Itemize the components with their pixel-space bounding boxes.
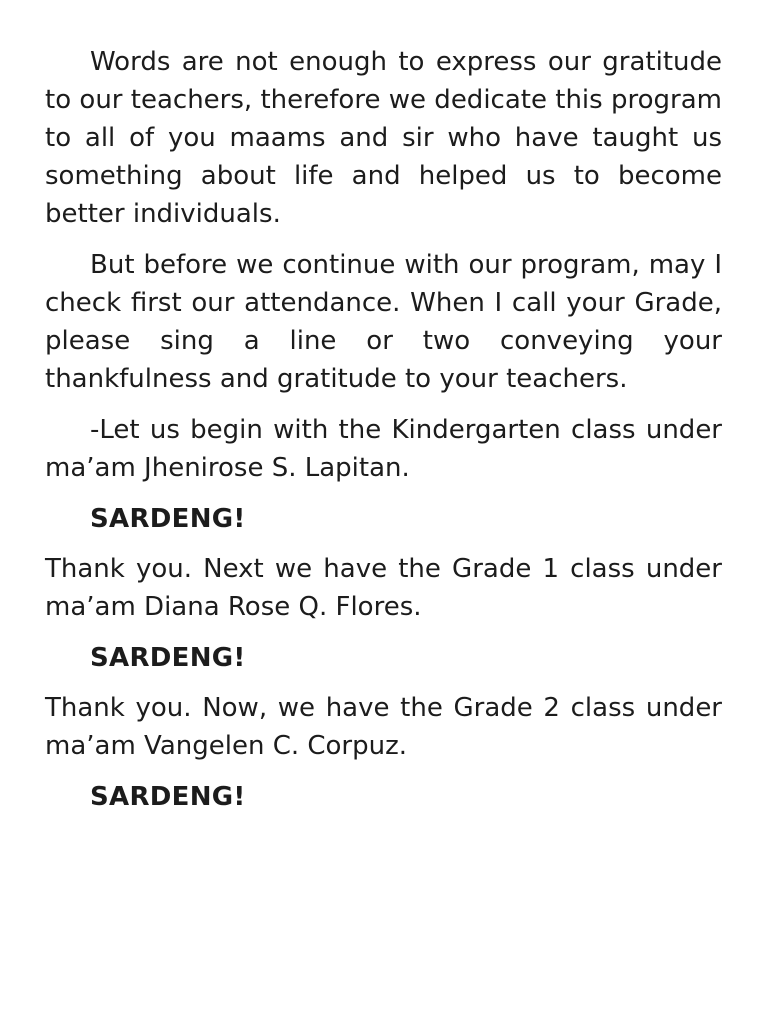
grade1-paragraph: Thank you. Next we have the Grade 1 class under ma’am Diana Rose Q. Flores. xyxy=(45,554,722,622)
document-page xyxy=(45,43,722,828)
callout-grade2: SARDENG! xyxy=(90,782,246,812)
callout-grade1: SARDENG! xyxy=(90,643,246,673)
attendance-paragraph: But before we continue with our program, may I check first our attendance. When I call your Grade, please sing a line or two conveying your thankfulness and gratitude to your teachers. xyxy=(45,250,722,394)
grade2-paragraph: Thank you. Now, we have the Grade 2 class under ma’am Vangelen C. Corpuz. xyxy=(45,693,722,761)
kindergarten-paragraph: -Let us begin with the Kindergarten class under ma’am Jhenirose S. Lapitan. xyxy=(45,415,722,483)
intro-paragraph: Words are not enough to express our gratitude to our teachers, therefore we dedicate this program to all of you maams and sir who have taught us something about life and helped us to become better individuals. xyxy=(45,47,722,229)
callout-kindergarten: SARDENG! xyxy=(90,504,246,534)
